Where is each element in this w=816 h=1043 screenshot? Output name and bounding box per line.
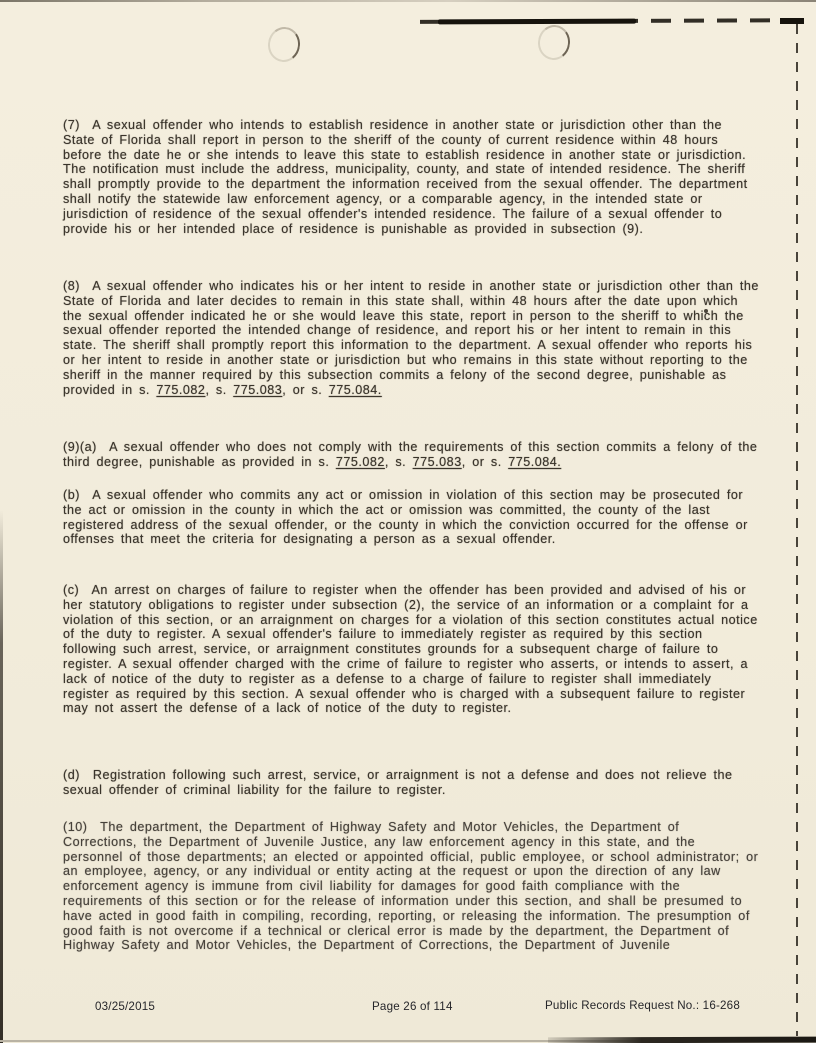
scan-dashed-line-top-solid-segment: [438, 19, 636, 25]
footer-date: 03/25/2015: [95, 1000, 156, 1013]
footer-request-number: Public Records Request No.: 16-268: [545, 999, 740, 1012]
scan-dashed-line-top-right-corner: [780, 18, 804, 24]
paragraph-8: [63, 279, 759, 397]
text-run: , s.: [205, 382, 234, 397]
paragraph-9c: [63, 583, 759, 716]
text-run: (b) A sexual offender who commits any act or omission in violation of this section may be prosecuted for the act or omission in the county in which the act or omission was committed, the county of the last registered address of the sexual offender, or the county in which the conviction occurred for the offense or offenses that meet the criteria for designating a person as a sexual offender.: [63, 488, 748, 547]
statute-reference: 775.083: [412, 454, 462, 469]
text-run: (10) The department, the Department of Highway Safety and Motor Vehicles, the Department of Corrections, the Department of Juvenile Justice, any law enforcement agency in this state, and the personnel of those departments; an elected or appointed official, public employee, or school administrator; or an employee, agency, or any individual or entity acting at the request or upon the direction of any law enforcement agency is immune from civil liability for damages for good faith compliance with the requirements of this section or for the release of information under this section, and shall be presumed to have acted in good faith in compiling, recording, reporting, or releasing the information. The presumption of good faith is not overcome if a technical or clerical error is made by the department, the Department of Highway Safety and Motor Vehicles, the Department of Corrections, the Department of Juvenile: [63, 820, 759, 953]
scan-top-edge-line: [0, 0, 816, 2]
text-run: (8) A sexual offender who indicates his or her intent to reside in another state or jurisdiction other than the State of Florida and later decides to remain in this state shall, within 48 hours after the date upon which the sexual offender indicated he or she would leave this state, report in person to the sheriff to which the sexual offender reported the intended change of residence, and report his or her intent to remain in this state. The sheriff shall promptly report this information to the department. A sexual offender who reports his or her intent to reside in another state or jurisdiction but who remains in this state without reporting to the sheriff in the manner required by this subsection commits a felony of the second degree, punishable as provided in s.: [63, 279, 759, 397]
statute-reference: 775.083: [233, 382, 283, 397]
statute-reference: 775.082: [335, 454, 385, 469]
statute-reference: 775.082: [156, 382, 206, 397]
footer-page-number: Page 26 of 114: [372, 1000, 453, 1013]
statute-reference: 775.084.: [328, 382, 382, 397]
scan-bottom-right-dark-band: [548, 1037, 816, 1043]
paragraph-9b: [63, 488, 759, 547]
text-run: (c) An arrest on charges of failure to register when the offender has been provided and advised of his or her statutory obligations to register under subsection (2), the service of an information or a complaint for a violation of this section, or an arraignment on charges for a violation of this section constitutes actual notice of the duty to register. A sexual offender's failure to immediately register as required by this section following such arrest, service, or arraignment constitutes grounds for a subsequent charge of failure to register. A sexual offender charged with the crime of failure to register who asserts, or intends to assert, a lack of notice of the duty to register as a defense to a charge of failure to register shall immediately register as required by this section. A sexual offender who is charged with a subsequent failure to register may not assert the defense of a lack of notice of the duty to register.: [63, 583, 758, 716]
punch-hole-mark-left: [266, 25, 303, 64]
paragraph-10: [63, 820, 759, 953]
paragraph-9d: [63, 768, 759, 798]
text-run: , s.: [384, 454, 413, 469]
text-run: (d) Registration following such arrest, service, or arraignment is not a defense and does not relieve the sexual offender of criminal liability for the failure to register.: [63, 768, 733, 797]
text-run: (9)(a) A sexual offender who does not comply with the requirements of this section commits a felony of the third degree, punishable as provided in s.: [63, 440, 758, 469]
text-run: , or s.: [282, 382, 329, 397]
scan-left-edge-shadow: [0, 510, 3, 1043]
statute-reference: 775.084.: [508, 454, 562, 469]
text-run: (7) A sexual offender who intends to establish residence in another state or jurisdiction other than the State of Florida shall report in person to the sheriff of the county of current residence within 48 hours before the date he or she intends to leave this state to establish residence in another state or jurisdiction. The notification must include the address, municipality, county, and state of intended residence. The sheriff shall promptly provide to the department the information received from the sexual offender. The department shall notify the statewide law enforcement agency, or a comparable agency, in the intended state or jurisdiction of residence of the sexual offender's intended residence. The failure of a sexual offender to provide his or her intended place of residence is punishable as provided in subsection (9).: [63, 118, 748, 236]
paragraph-7: [63, 118, 759, 236]
paragraph-9a: [63, 440, 759, 470]
text-run: , or s.: [461, 454, 509, 469]
punch-hole-mark-right: [536, 23, 573, 62]
scan-dashed-line-right: [796, 24, 798, 1036]
